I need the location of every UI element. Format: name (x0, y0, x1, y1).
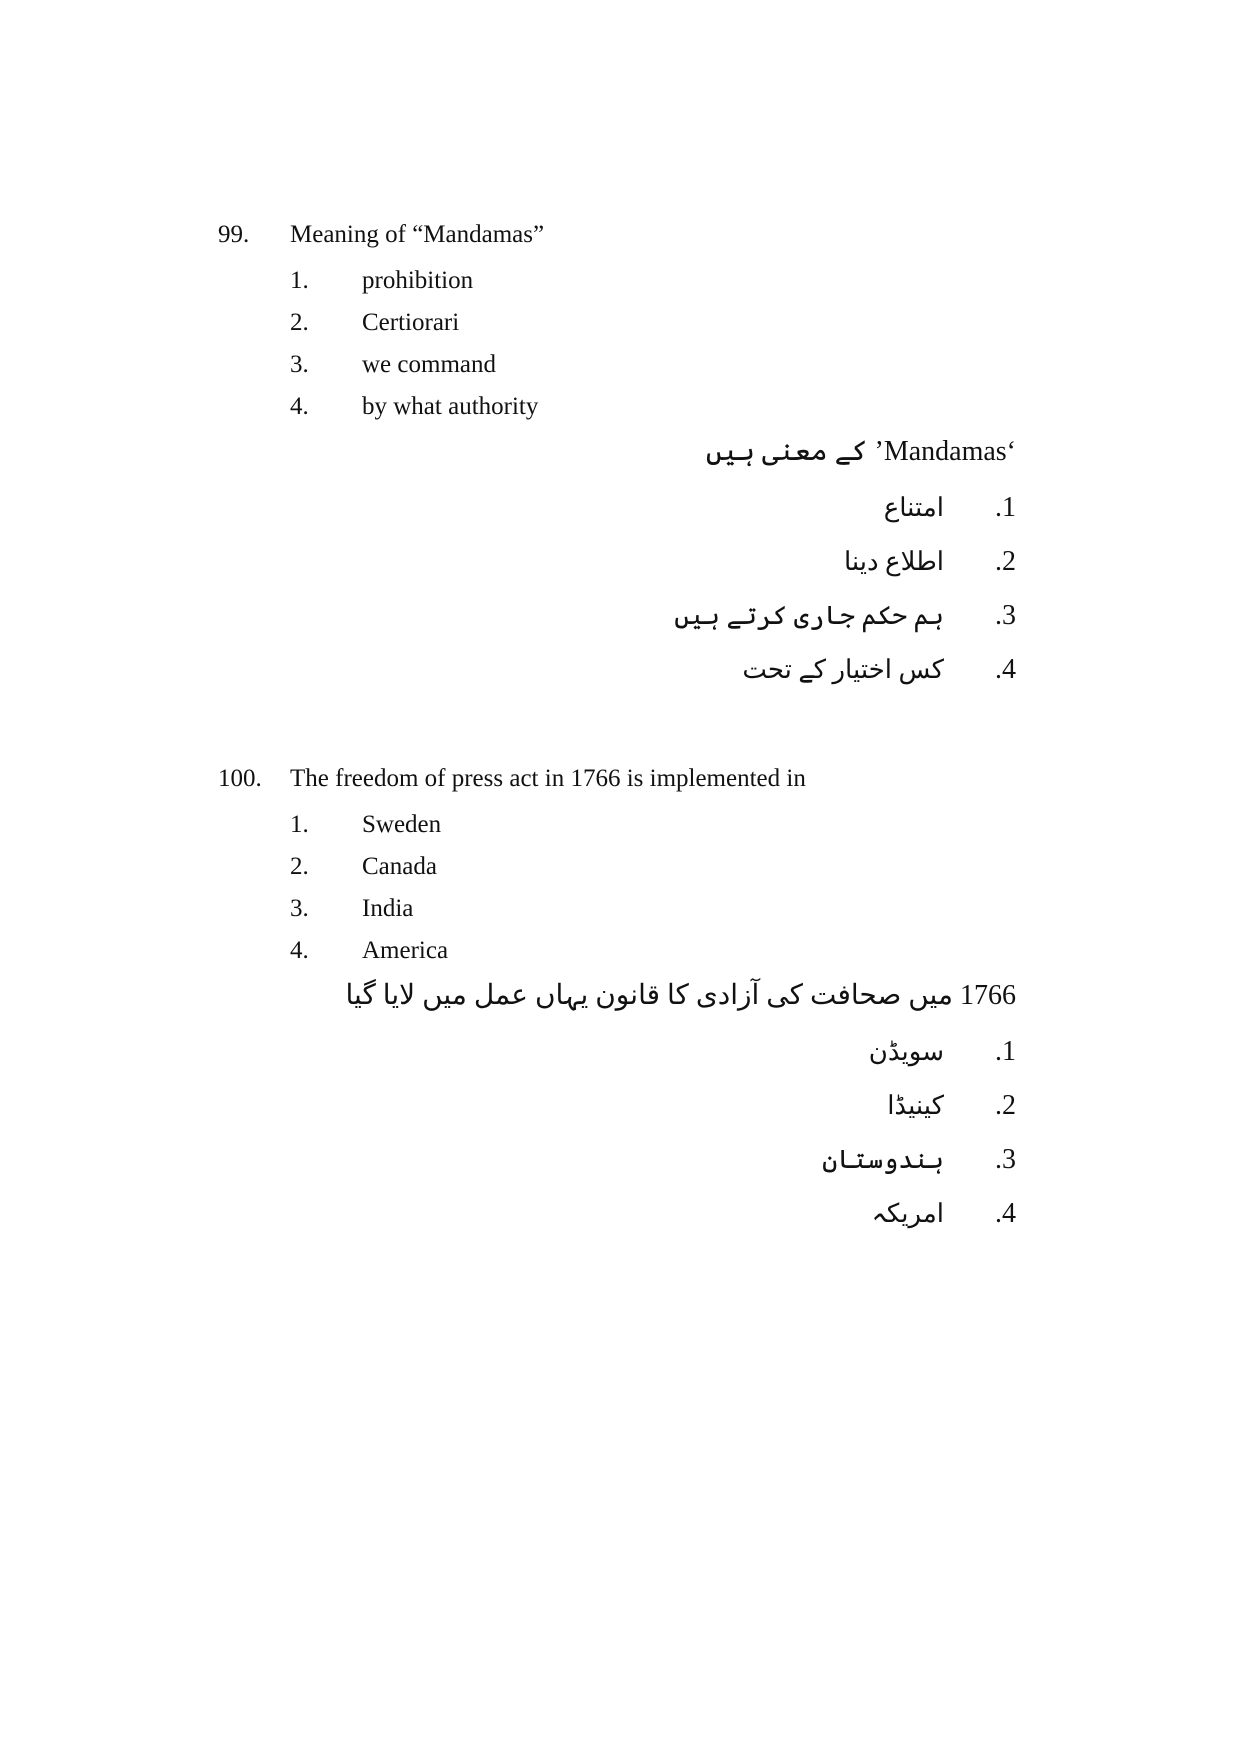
urdu-option-text: اطلاع دینا (843, 547, 944, 576)
urdu-question-text: 1766 میں صحافت کی آزادی کا قانون یہاں عمل میں لایا گیا (345, 980, 1016, 1011)
question-text: The freedom of press act in 1766 is implemented in (290, 765, 806, 792)
urdu-option-text: ہندوستان (822, 1145, 944, 1174)
option-text: by what authority (362, 393, 539, 420)
urdu-option-text: کینیڈا (887, 1091, 944, 1120)
urdu-option-text: کس اختیار کے تحت (742, 655, 944, 684)
option-text: Sweden (362, 811, 442, 838)
option-text: America (362, 937, 449, 964)
option-text: Certiorari (362, 309, 460, 336)
urdu-option-number: .3 (995, 600, 1016, 631)
option-text: Canada (362, 853, 437, 880)
urdu-option-number: .4 (995, 1198, 1016, 1229)
question-number: 100. (218, 765, 262, 792)
option-number: 2. (290, 309, 309, 336)
option-number: 4. (290, 937, 309, 964)
urdu-question-text: ‘Mandamas’ کے معنی ہیں (705, 436, 1016, 467)
urdu-option-number: .2 (995, 1090, 1016, 1121)
question-number: 99. (218, 221, 250, 248)
question-text: Meaning of “Mandamas” (290, 221, 545, 248)
option-number: 3. (290, 351, 309, 378)
urdu-option-text: ہم حکم جاری کرتے ہیں (674, 601, 944, 630)
option-text: prohibition (362, 267, 474, 294)
option-number: 1. (290, 811, 309, 838)
option-number: 4. (290, 393, 309, 420)
option-number: 2. (290, 853, 309, 880)
option-number: 3. (290, 895, 309, 922)
urdu-option-number: .3 (995, 1144, 1016, 1175)
urdu-option-number: .4 (995, 654, 1016, 685)
urdu-option-number: .1 (995, 492, 1016, 523)
urdu-option-text: امتناع (883, 493, 944, 522)
urdu-option-text: سویڈن (868, 1037, 944, 1066)
option-text: India (362, 895, 414, 922)
urdu-option-number: .2 (995, 546, 1016, 577)
option-text: we command (362, 351, 496, 378)
urdu-option-number: .1 (995, 1036, 1016, 1067)
urdu-option-text: امریکہ (871, 1199, 944, 1228)
option-number: 1. (290, 267, 309, 294)
